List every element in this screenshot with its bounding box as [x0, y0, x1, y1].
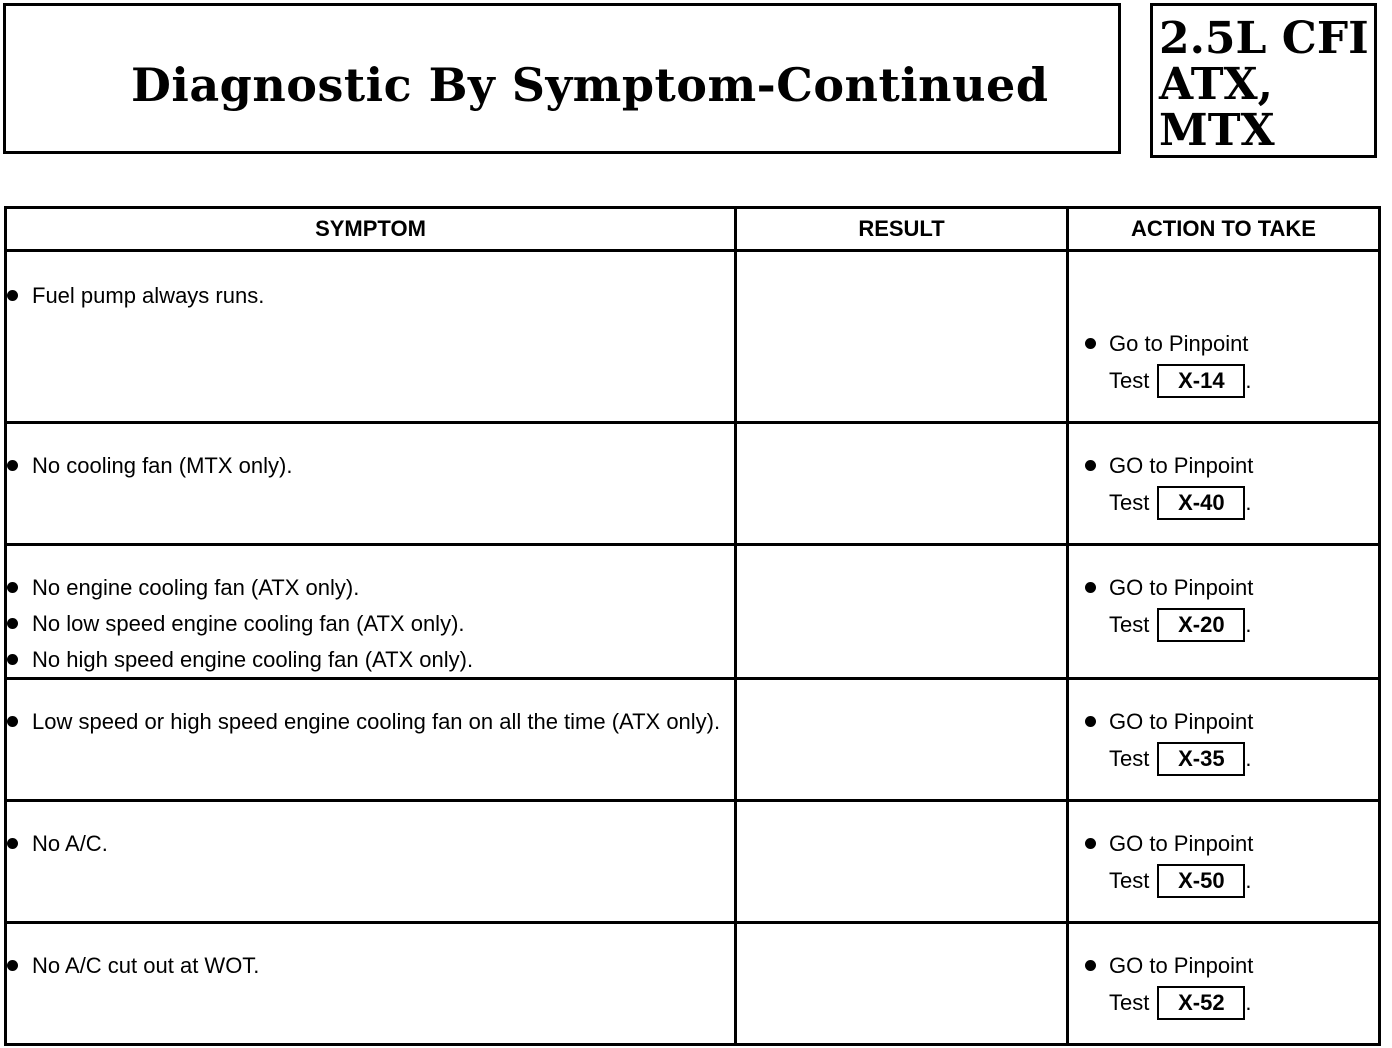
test-label: Test: [1109, 868, 1150, 893]
action-block: [1085, 952, 1253, 1020]
symptom-cell: [6, 679, 736, 801]
result-cell: [736, 423, 1068, 545]
engine-label-line-2: ATX,: [1159, 59, 1273, 110]
table-header-row: [6, 208, 1380, 251]
action-text: GO to Pinpoint: [1109, 953, 1254, 978]
table-row: [6, 801, 1380, 923]
engine-label-line-1: 2.5L CFI: [1159, 13, 1369, 64]
action-text: GO to Pinpoint: [1109, 831, 1254, 856]
bullet-icon: [7, 716, 18, 727]
pinpoint-test-code: X-40: [1157, 486, 1245, 520]
trailing-period: .: [1245, 746, 1252, 771]
action-block: [1085, 330, 1251, 398]
symptom-item: [7, 708, 734, 736]
title-box: [3, 3, 1121, 154]
test-label: Test: [1109, 612, 1150, 637]
symptom-text: No engine cooling fan (ATX only).: [32, 575, 360, 600]
symptom-item: [7, 574, 734, 602]
action-cell: [1068, 423, 1380, 545]
result-cell: [736, 801, 1068, 923]
diagnostic-table: [4, 206, 1381, 1046]
symptom-text: No A/C cut out at WOT.: [32, 953, 260, 978]
column-header-symptom: SYMPTOM: [6, 208, 736, 251]
symptom-item: [7, 282, 734, 310]
action-text: Go to Pinpoint: [1109, 331, 1249, 356]
symptom-cell: [6, 251, 736, 423]
bullet-icon: [7, 290, 18, 301]
table-row: [6, 679, 1380, 801]
test-label: Test: [1109, 490, 1150, 515]
bullet-icon: [1085, 582, 1096, 593]
bullet-icon: [1085, 338, 1096, 349]
bullet-icon: [7, 460, 18, 471]
trailing-period: .: [1245, 990, 1252, 1015]
table-row: [6, 923, 1380, 1045]
symptom-text: Fuel pump always runs.: [32, 283, 265, 308]
bullet-icon: [1085, 838, 1096, 849]
symptom-cell: [6, 423, 736, 545]
bullet-icon: [1085, 460, 1096, 471]
engine-label-box: [1150, 3, 1377, 158]
action-block: [1085, 574, 1253, 642]
symptom-item: [7, 952, 734, 980]
symptom-item: [7, 830, 734, 858]
action-block: [1085, 830, 1253, 898]
trailing-period: .: [1245, 868, 1252, 893]
action-cell: [1068, 251, 1380, 423]
action-block: [1085, 452, 1253, 520]
symptom-item: [7, 452, 734, 480]
table-row: [6, 251, 1380, 423]
test-label: Test: [1109, 990, 1150, 1015]
action-cell: [1068, 923, 1380, 1045]
bullet-icon: [1085, 960, 1096, 971]
bullet-icon: [7, 654, 18, 665]
pinpoint-test-code: X-52: [1157, 986, 1245, 1020]
trailing-period: .: [1245, 368, 1252, 393]
page-title: Diagnostic By Symptom-Continued: [131, 58, 1049, 112]
result-cell: [736, 545, 1068, 679]
column-header-result: RESULT: [736, 208, 1068, 251]
pinpoint-test-code: X-35: [1157, 742, 1245, 776]
symptom-text: Low speed or high speed engine cooling fan on all the time (ATX only).: [32, 709, 721, 734]
test-label: Test: [1109, 368, 1150, 393]
action-block: [1085, 708, 1253, 776]
symptom-cell: [6, 801, 736, 923]
pinpoint-test-code: X-20: [1157, 608, 1245, 642]
trailing-period: .: [1245, 490, 1252, 515]
symptom-item: [7, 610, 734, 638]
action-text: GO to Pinpoint: [1109, 453, 1254, 478]
result-cell: [736, 251, 1068, 423]
table-row: [6, 545, 1380, 679]
symptom-text: No low speed engine cooling fan (ATX only).: [32, 611, 465, 636]
action-cell: [1068, 545, 1380, 679]
symptom-text: No cooling fan (MTX only).: [32, 453, 293, 478]
symptom-cell: [6, 545, 736, 679]
engine-label-line-3: MTX: [1159, 105, 1275, 156]
result-cell: [736, 679, 1068, 801]
table-row: [6, 423, 1380, 545]
action-cell: [1068, 801, 1380, 923]
bullet-icon: [7, 582, 18, 593]
bullet-icon: [1085, 716, 1096, 727]
action-text: GO to Pinpoint: [1109, 709, 1254, 734]
column-header-action: ACTION TO TAKE: [1068, 208, 1380, 251]
symptom-text: No A/C.: [32, 831, 108, 856]
symptom-cell: [6, 923, 736, 1045]
test-label: Test: [1109, 746, 1150, 771]
bullet-icon: [7, 960, 18, 971]
symptom-text: No high speed engine cooling fan (ATX only).: [32, 647, 474, 672]
action-cell: [1068, 679, 1380, 801]
trailing-period: .: [1245, 612, 1252, 637]
bullet-icon: [7, 618, 18, 629]
pinpoint-test-code: X-50: [1157, 864, 1245, 898]
pinpoint-test-code: X-14: [1157, 364, 1245, 398]
bullet-icon: [7, 838, 18, 849]
action-text: GO to Pinpoint: [1109, 575, 1254, 600]
result-cell: [736, 923, 1068, 1045]
symptom-item: [7, 646, 734, 674]
